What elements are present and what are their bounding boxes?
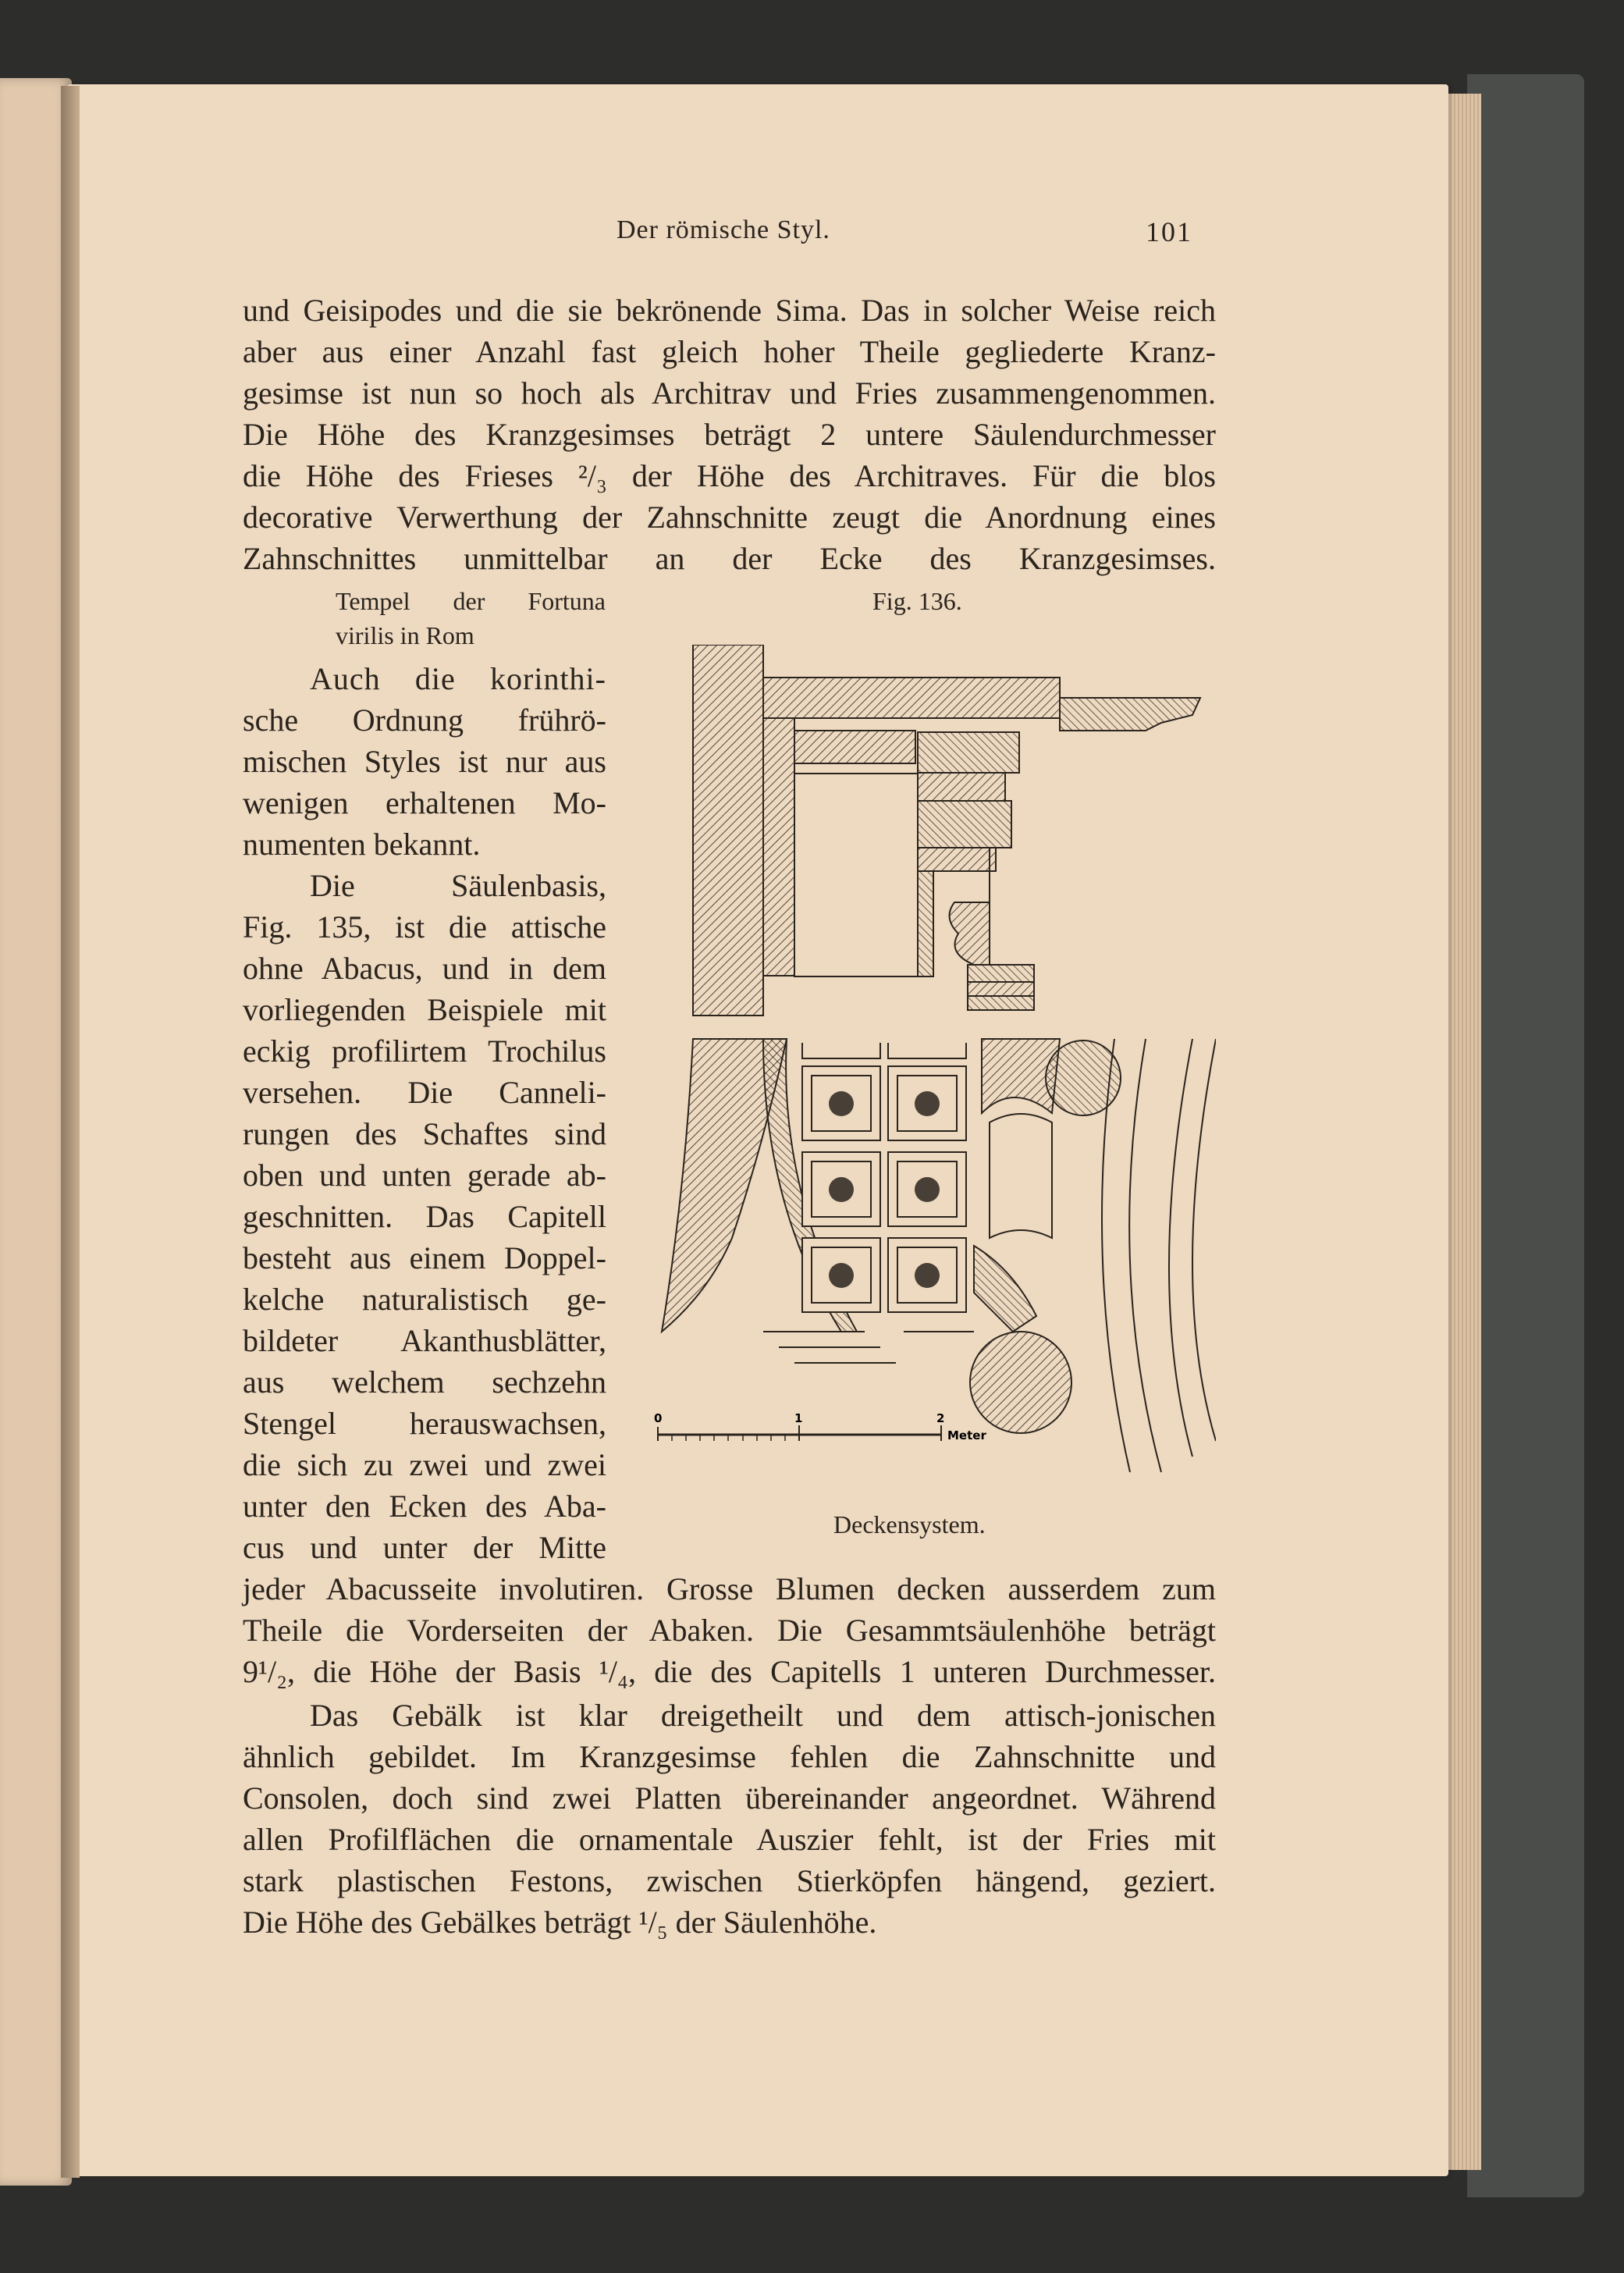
book-gutter (61, 86, 80, 2178)
entablature-section (693, 645, 1200, 1016)
text-line: ähnlich gebildet. Im Kranzgesimse fehlen die Zahnschnitte und (243, 1739, 1216, 1774)
coffered-ceiling-plan (662, 1039, 1216, 1472)
text-line: mischen Styles ist nur aus (243, 744, 606, 779)
text-line: Consolen, doch sind zwei Platten übereinander angeordnet. Während (243, 1780, 1216, 1816)
sidenote-line: Tempel der Fortuna (336, 587, 606, 615)
text-line: bildeter Akanthusblätter, (243, 1323, 606, 1358)
text-line: 9¹/₂, die Höhe der Basis ¹/₄, die des Capitells 1 unteren Durchmesser. (243, 1654, 1216, 1689)
sidenote-line: virilis in Rom (336, 621, 474, 649)
text-line: unter den Ecken des Aba- (243, 1489, 606, 1524)
text-line: allen Profilflächen die ornamentale Auszier fehlt, ist der Fries mit (243, 1822, 1216, 1857)
text-line: Fig. 135, ist die attische (243, 909, 606, 944)
text-line: Die Säulenbasis, (310, 868, 606, 903)
scale-label-2: 2 (936, 1411, 945, 1425)
text-line: cus und unter der Mitte (243, 1530, 606, 1565)
book-cover (1467, 74, 1584, 2197)
running-title: Der römische Styl. (617, 215, 830, 244)
scale-unit: Meter (947, 1428, 986, 1442)
text-line: aber aus einer Anzahl fast gleich hoher Theile gegliederte Kranz- (243, 334, 1216, 369)
page-number: 101 (1146, 216, 1192, 247)
text-line: Zahnschnittes unmittelbar an der Ecke des Kranzgesimses. (243, 541, 1216, 576)
text-line: jeder Abacusseite involutiren. Grosse Blumen decken ausserdem zum (243, 1571, 1216, 1606)
text-line: Theile die Vorderseiten der Abaken. Die Gesammtsäulenhöhe beträgt (243, 1613, 1216, 1648)
ceiling-system-drawing (646, 645, 1216, 1488)
text-line: decorative Verwerthung der Zahnschnitte zeugt die Anordnung eines (243, 500, 1216, 535)
text-line: geschnitten. Das Capitell (243, 1199, 606, 1234)
text-line: Die Höhe des Gebälkes beträgt ¹/₅ der Säulenhöhe. (243, 1905, 877, 1940)
text-line: gesimse ist nun so hoch als Architrav und Fries zusammengenommen. (243, 375, 1216, 411)
text-line: Das Gebälk ist klar dreigetheilt und dem attisch-jonischen (310, 1698, 1216, 1733)
text-line: rungen des Schaftes sind (243, 1116, 606, 1151)
text-line: Stengel herauswachsen, (243, 1406, 606, 1441)
text-line: Auch die korinthi- (310, 661, 606, 696)
text-line: ohne Abacus, und in dem (243, 951, 606, 986)
text-line: Die Höhe des Kranzgesimses beträgt 2 untere Säulendurchmesser (243, 417, 1216, 452)
text-line: und Geisipodes und die sie bekrönende Sima. Das in solcher Weise reich (243, 293, 1216, 328)
text-line: sche Ordnung frührö- (243, 703, 606, 738)
scale-bar (654, 1411, 986, 1442)
text-line: eckig profilirtem Trochilus (243, 1033, 606, 1069)
text-line: wenigen erhaltenen Mo- (243, 785, 606, 820)
text-line: aus welchem sechzehn (243, 1364, 606, 1400)
text-line: vorliegenden Beispiele mit (243, 992, 606, 1027)
text-line: numenten bekannt. (243, 827, 481, 862)
text-line: besteht aus einem Doppel- (243, 1240, 606, 1275)
text-line: die sich zu zwei und zwei (243, 1447, 606, 1482)
text-line: stark plastischen Festons, zwischen Stierköpfen hängend, geziert. (243, 1863, 1216, 1898)
scale-label-1: 1 (794, 1411, 803, 1425)
scale-label-0: 0 (654, 1411, 663, 1425)
text-line: oben und unten gerade ab- (243, 1158, 606, 1193)
figure-caption: Deckensystem. (833, 1510, 986, 1538)
text-line: kelche naturalistisch ge- (243, 1282, 606, 1317)
figure-label: Fig. 136. (872, 587, 962, 615)
text-line: die Höhe des Frieses ²/₃ der Höhe des Architraves. Für die blos (243, 458, 1216, 493)
text-line: versehen. Die Canneli- (243, 1075, 606, 1110)
